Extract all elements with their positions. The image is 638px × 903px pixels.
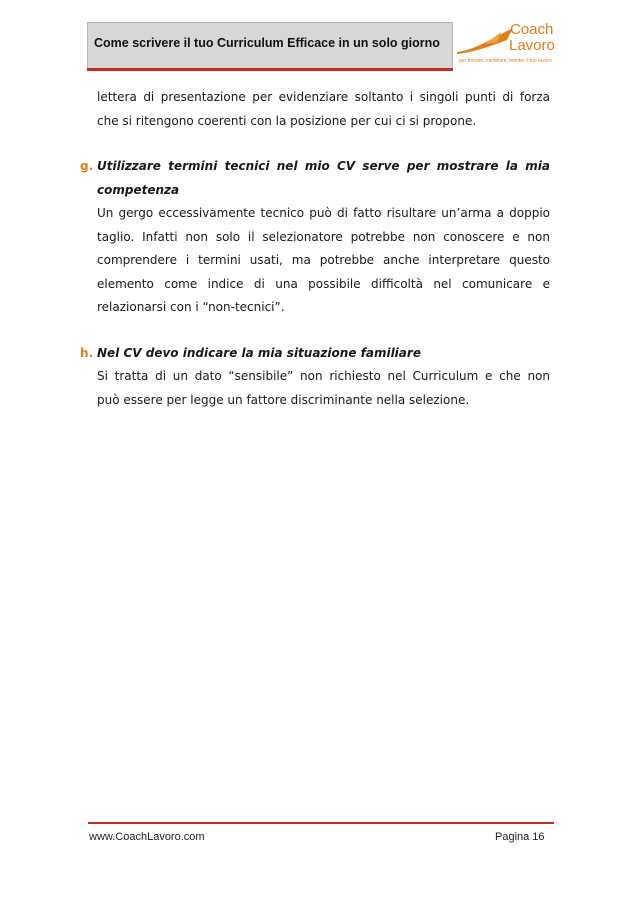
text-line: lettera di presentazione per evidenziare soltanto i singoli punti di forza: [97, 90, 550, 104]
text-line: taglio. Infatti non solo il selezionatore potrebbe non conoscere e non: [97, 229, 550, 244]
logo-text-coach: Coach: [510, 21, 554, 38]
continued-paragraph: [80, 86, 550, 133]
page-number: Pagina 16: [495, 831, 545, 843]
item-body: [80, 202, 550, 320]
heading-line: Utilizzare termini tecnici nel mio CV serve per mostrare la mia: [97, 159, 550, 173]
list-item-g: [80, 155, 550, 320]
text-line: Si tratta di un dato “sensibile” non richiesto nel Curriculum e che non: [97, 369, 550, 383]
logo-tagline: per trovare, cambiare, mentre il tuo lavoro: [459, 58, 552, 64]
item-heading: [80, 342, 550, 366]
header-rule: [87, 68, 453, 71]
text-line: può essere per legge un fattore discriminante nella selezione.: [97, 392, 470, 407]
item-letter: h.: [80, 345, 94, 360]
text-line: Un gergo eccessivamente tecnico può di fatto risultare un’arma a doppio: [97, 206, 550, 220]
page-header-title: Come scrivere il tuo Curriculum Efficace in un solo giorno: [94, 36, 440, 50]
item-body: [80, 365, 550, 412]
logo-text-lavoro: Lavoro: [509, 37, 555, 54]
heading-line: Nel CV devo indicare la mia situazione familiare: [97, 345, 421, 360]
text-line: comprendere i termini usati, ma potrebbe anche interpretare questo: [97, 253, 550, 267]
text-line: relazionarsi con i “non-tecnici”.: [97, 300, 285, 314]
footer-rule: [88, 822, 554, 824]
coachlavoro-logo: [455, 20, 565, 74]
page-content: [80, 86, 550, 412]
item-letter: g.: [80, 159, 94, 173]
footer-website: www.CoachLavoro.com: [89, 831, 205, 843]
heading-line: competenza: [97, 182, 180, 197]
item-heading: [80, 155, 550, 202]
list-item-h: [80, 342, 550, 413]
text-line: che si ritengono coerenti con la posizione per cui ci si propone.: [97, 113, 477, 128]
text-line: elemento come indice di una possibile difficoltà nel comunicare e: [97, 276, 550, 291]
